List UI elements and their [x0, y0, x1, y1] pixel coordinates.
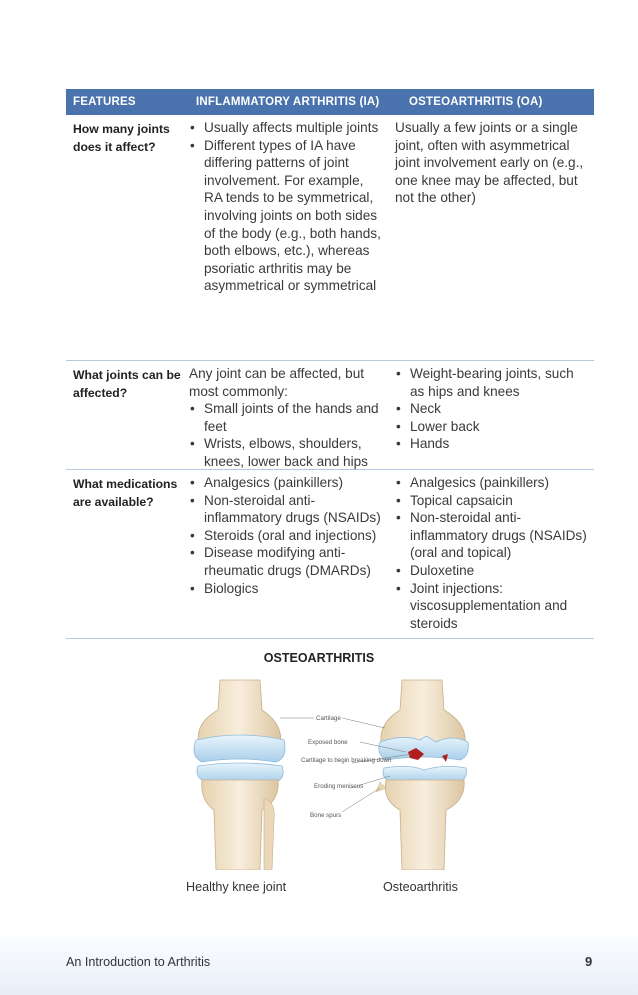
list-item: • Duloxetine	[395, 562, 590, 580]
ia-cell	[182, 115, 388, 360]
label-exposed-bone: Exposed bone	[308, 739, 348, 746]
ia-bullet-list	[189, 119, 384, 295]
list-item: • Usually affects multiple joints	[189, 119, 384, 137]
list-item: • Analgesics (painkillers)	[395, 474, 590, 492]
list-item: • Joint injections: viscosupplementation and steroids	[395, 580, 590, 633]
list-item: • Biologics	[189, 580, 384, 598]
list-item: • Non-steroidal anti-inflammatory drugs (NSAIDs)	[189, 492, 384, 527]
page-number: 9	[585, 954, 593, 969]
oa-text: Usually a few joints or a single joint, often with asymmetrical joint involvement early on (e.g., one knee may be affected, but not the other)	[395, 120, 584, 206]
label-eroding-meniscus: Eroding meniscus	[314, 783, 364, 790]
feature-cell: What medications are available?	[73, 477, 178, 509]
list-item: • Neck	[395, 400, 590, 418]
list-item: • Wrists, elbows, shoulders, knees, lower back and hips	[189, 435, 384, 470]
page-footer	[0, 938, 638, 995]
oa-cell	[388, 115, 594, 360]
list-item: • Small joints of the hands and feet	[189, 400, 384, 435]
comparison-table	[66, 89, 594, 639]
caption-osteoarthritis: Osteoarthritis	[383, 880, 458, 894]
oa-cell	[388, 470, 594, 638]
table-row	[66, 115, 594, 361]
caption-healthy: Healthy knee joint	[186, 880, 287, 894]
ia-bullet-list	[189, 400, 384, 470]
osteoarthritis-knee-drawing	[376, 680, 468, 870]
label-cartilage-breaking: Cartilage to begin breaking down	[301, 757, 392, 764]
list-item: • Analgesics (painkillers)	[189, 474, 384, 492]
ia-cell	[182, 361, 388, 469]
oa-bullet-list	[395, 474, 590, 632]
table-row	[66, 361, 594, 470]
figure-title: OSTEOARTHRITIS	[263, 651, 375, 665]
ia-bullet-list	[189, 474, 384, 597]
list-item: • Weight-bearing joints, such as hips and knees	[395, 365, 590, 400]
oa-bullet-list	[395, 365, 590, 453]
list-item: • Disease modifying anti-rheumatic drugs (DMARDs)	[189, 544, 384, 579]
list-item: • Hands	[395, 435, 590, 453]
header-features: FEATURES	[73, 96, 136, 108]
label-cartilage: Cartilage	[316, 715, 341, 722]
ia-cell	[182, 470, 388, 638]
list-item: • Different types of IA have differing patterns of joint involvement. For example, RA tends to be symmetrical, involving joints on both sides of the body (e.g., both hands, both elbows, etc.), whereas psoriatic arthritis may be asymmetrical or symmetrical	[189, 137, 384, 295]
oa-cell	[388, 361, 594, 469]
list-item: • Steroids (oral and injections)	[189, 527, 384, 545]
header-ia: INFLAMMATORY ARTHRITIS (IA)	[196, 96, 380, 108]
table-header	[66, 89, 594, 115]
list-item: • Lower back	[395, 418, 590, 436]
label-bone-spurs: Bone spurs	[310, 812, 342, 819]
footer-title: An Introduction to Arthritis	[66, 955, 211, 969]
list-item: • Topical capsaicin	[395, 492, 590, 510]
list-item: • Non-steroidal anti-inflammatory drugs (NSAIDs) (oral and topical)	[395, 509, 590, 562]
table-row	[66, 470, 594, 639]
feature-cell: How many joints does it affect?	[73, 122, 170, 154]
healthy-knee-drawing	[194, 680, 285, 870]
table-body	[66, 115, 594, 639]
feature-cell: What joints can be affected?	[73, 368, 181, 400]
ia-text: Any joint can be affected, but most commonly:	[189, 366, 365, 399]
header-oa: OSTEOARTHRITIS (OA)	[409, 96, 543, 108]
knee-illustration	[180, 670, 480, 870]
